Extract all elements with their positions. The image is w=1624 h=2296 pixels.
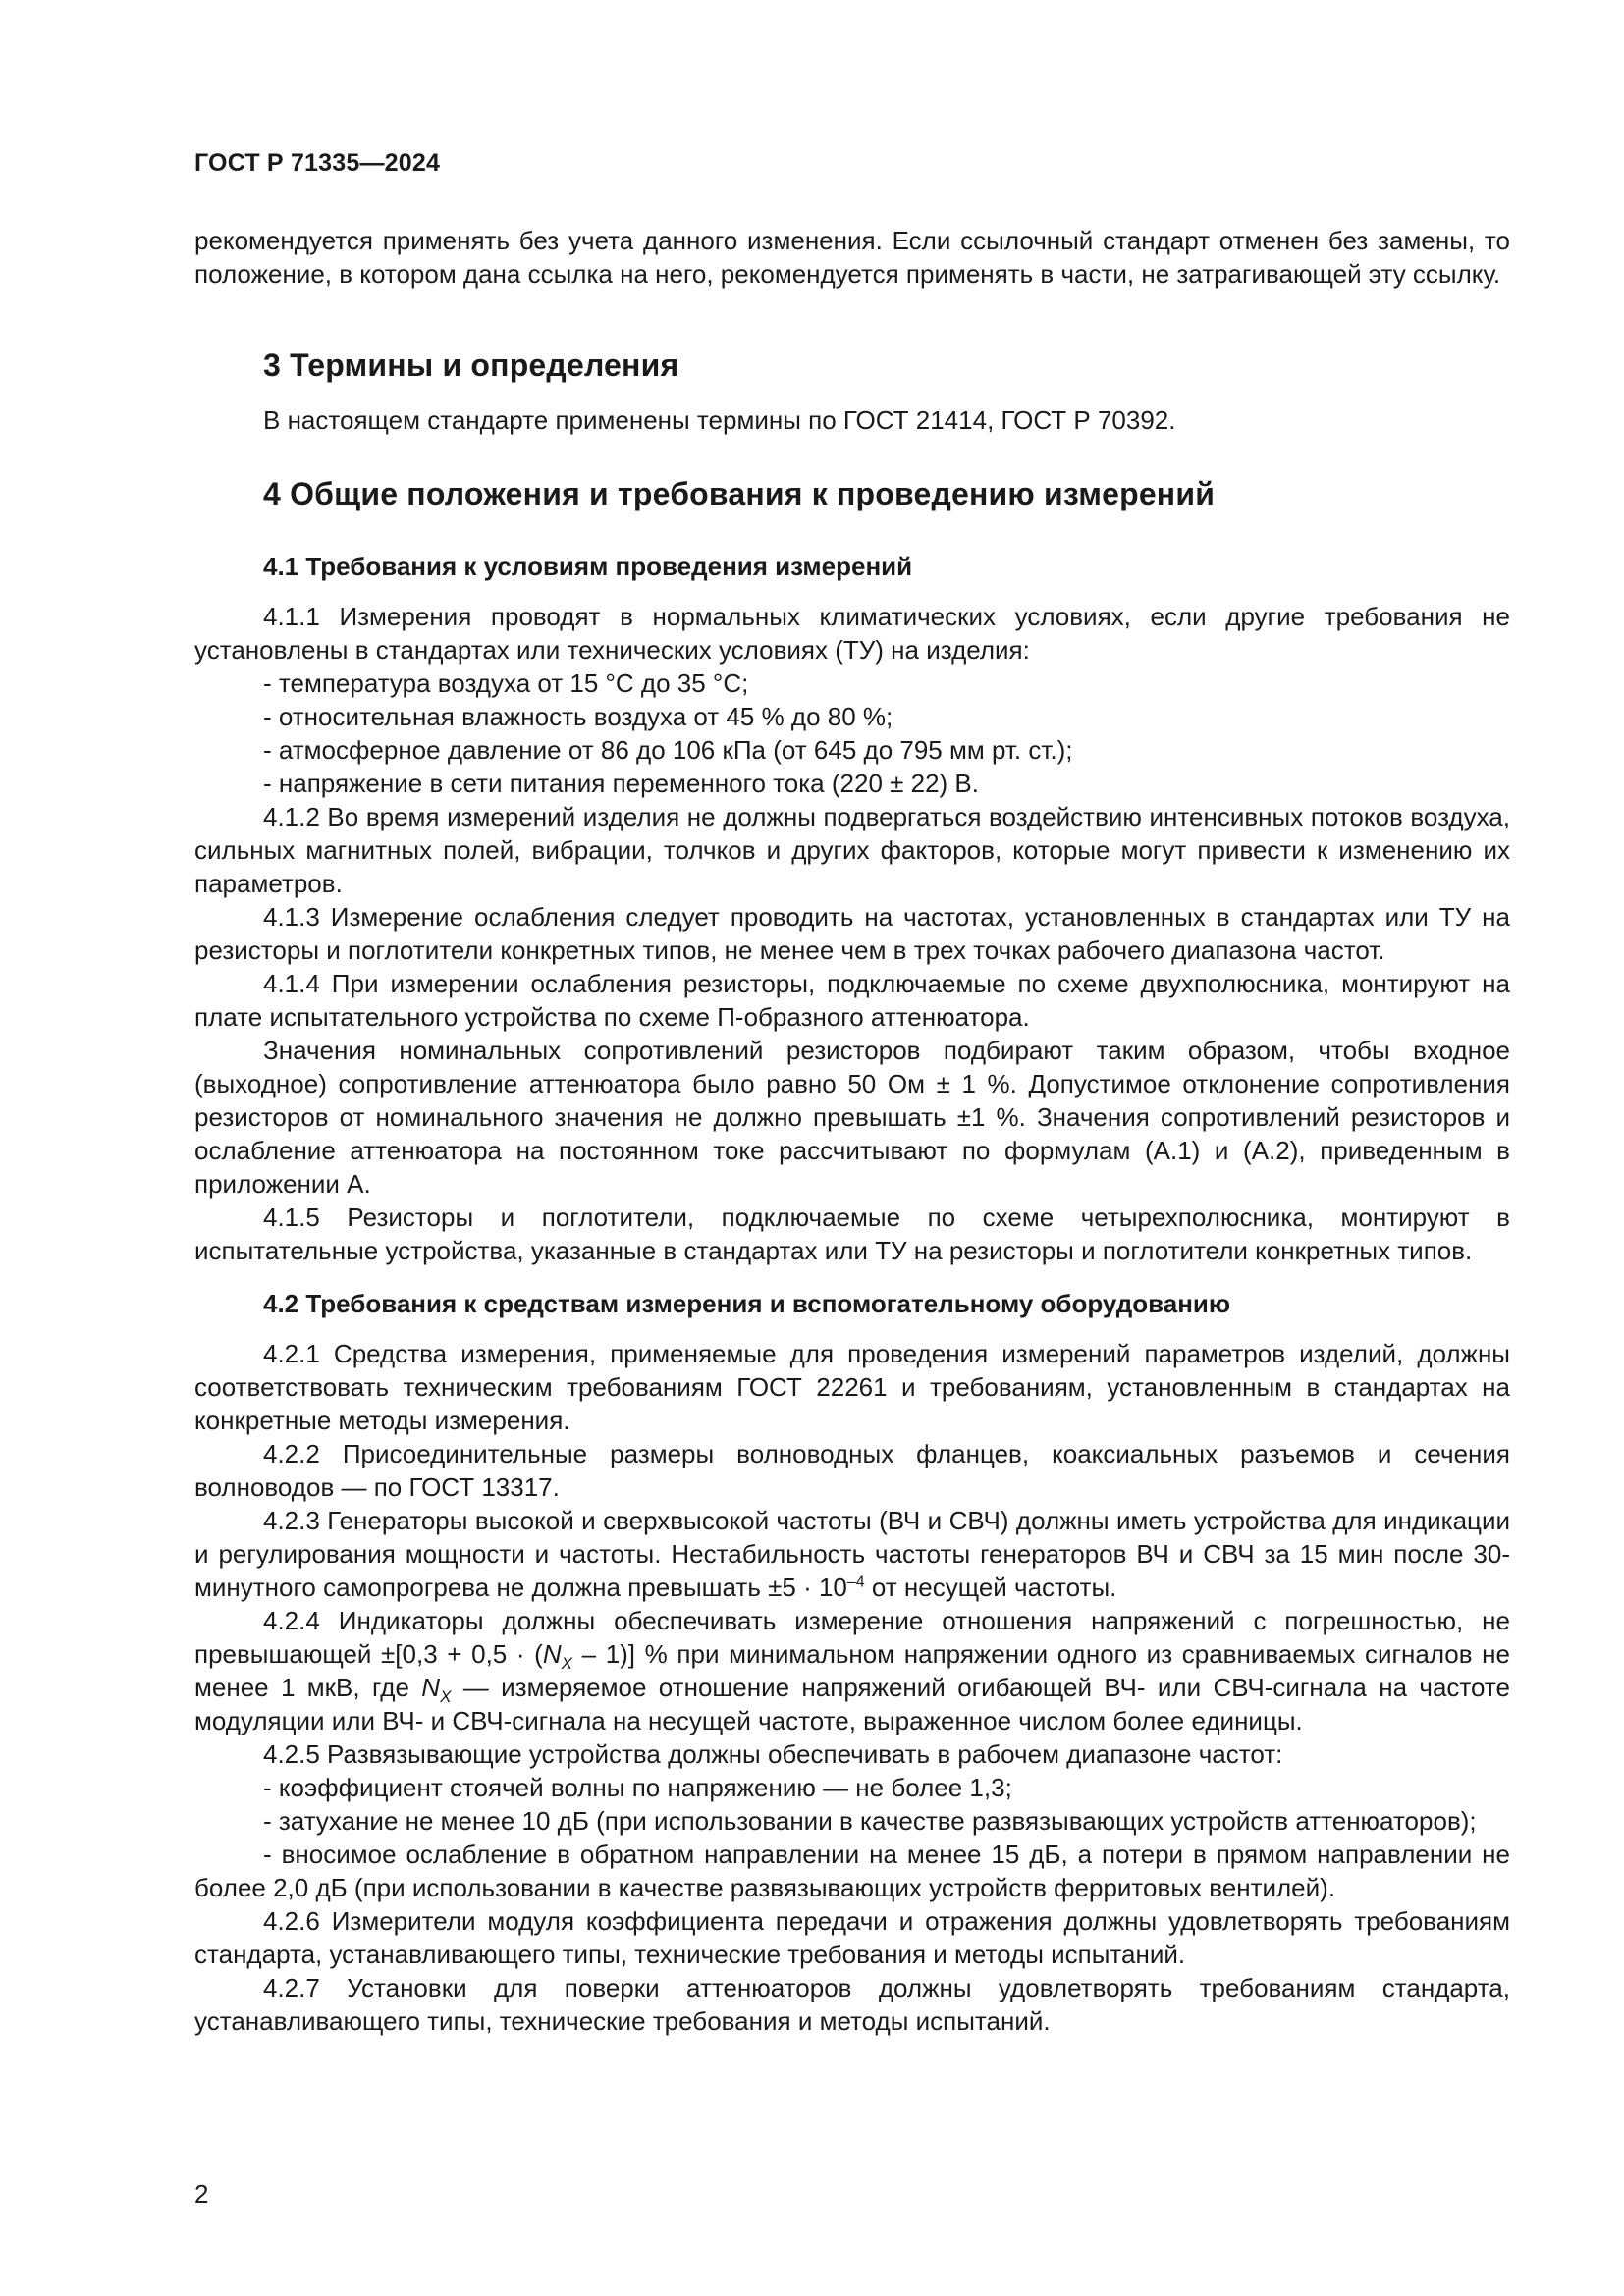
subscript-x: X [561, 1654, 572, 1674]
paragraph-4-2-1: 4.2.1 Средства измерения, применяемые для проведения измерений параметров изделий, должны соответствовать техническим требованиям ГОСТ 22261 и требованиям, установленным в стандартах на конкретные методы измерения. [194, 1339, 1510, 1435]
paragraph-4-2-6: 4.2.6 Измерители модуля коэффициента передачи и отражения должны удовлетворять требованиям стандарта, устанавливающего типы, технические требования и методы испытаний. [194, 1906, 1510, 1969]
paragraph-4-1-2: 4.1.2 Во время измерений изделия не должны подвергаться воздействию интенсивных потоков воздуха, сильных магнитных полей, вибрации, толчков и других факторов, которые могут привести к изменению их параметров. [194, 802, 1510, 898]
paragraph-4-1-5: 4.1.5 Резисторы и поглотители, подключаемые по схеме четырехполюсника, монтируют в испытательные устройства, указанные в стандартах или ТУ на резисторы и поглотители конкретных типов. [194, 1202, 1510, 1265]
intro-paragraph: рекомендуется применять без учета данного изменения. Если ссылочный стандарт отменен без замены, то положение, в котором дана ссылка на него, рекомендуется применять в части, не затрагивающей эту ссылку. [194, 226, 1510, 289]
section-4-title: 4 Общие положения и требования к проведению измерений [263, 476, 1216, 511]
list-item: - вносимое ослабление в обратном направлении на менее 15 дБ, а потери в прямом направлении не более 2,0 дБ (при использовании в качестве развязывающих устройств ферритовых вентилей). [194, 1840, 1510, 1902]
list-item: - затухание не менее 10 дБ (при использовании в качестве развязывающих устройств аттенюаторов); [263, 1806, 1477, 1836]
list-item: - температура воздуха от 15 °С до 35 °С; [263, 668, 749, 698]
paragraph-4-2-4-text-b: – 1)] % при минимальном напряжении одного из сравниваемых сигналов не менее 1 мкВ, где [194, 1639, 1510, 1702]
section-3-title: 3 Термины и определения [263, 347, 679, 383]
section-3 [194, 347, 1510, 437]
paragraph-4-2-3-end: от несущей частоты. [864, 1573, 1117, 1602]
page-body [194, 224, 1510, 2038]
document-header: ГОСТ Р 71335—2024 [194, 149, 441, 177]
page-number: 2 [194, 2179, 209, 2209]
list-item: - коэффициент стоячей волны по напряжению — не более 1,3; [263, 1773, 1012, 1802]
subscript-x: X [440, 1687, 452, 1707]
paragraph-4-2-3 [194, 1504, 1510, 1604]
paragraph-4-1-1: 4.1.1 Измерения проводят в нормальных климатических условиях, если другие требования не установлены в стандартах или технических условиях (ТУ) на изделия: [194, 602, 1510, 665]
paragraph-4-2-2: 4.2.2 Присоединительные размеры волноводных фланцев, коаксиальных разъемов и сечения волноводов — по ГОСТ 13317. [194, 1439, 1510, 1502]
paragraph-4-1-4-continued: Значения номинальных сопротивлений резисторов подбирают таким образом, чтобы входное (выходное) сопротивление аттенюатора было равно 50 Ом ± 1 %. Допустимое отклонение сопротивления резисторов от номинального значения не должно превышать ±1 %. Значения сопротивлений резисторов и ослабление аттенюатора на постоянном токе рассчитывают по формулам (А.1) и (А.2), приведенным в приложении А. [194, 1036, 1510, 1199]
paragraph-4-2-7: 4.2.7 Установки для поверки аттенюаторов должны удовлетворять требованиям стандарта, устанавливающего типы, технические требования и методы испытаний. [194, 1973, 1510, 2036]
paragraph-4-2-4-text-a: 4.2.4 Индикаторы должны обеспечивать измерение отношения напряжений с погрешностью, не превышающей ±[0,3 + 0,5 · ( [194, 1606, 1510, 1669]
paragraph-4-1-3: 4.1.3 Измерение ослабления следует проводить на частотах, установленных в стандартах или ТУ на резисторы и поглотители конкретных типов, не менее чем в трех точках рабочего диапазона частот. [194, 902, 1510, 965]
section-4 [194, 476, 1510, 2038]
paragraph-4-2-4 [194, 1604, 1510, 1737]
subsection-4-1-title: 4.1 Требования к условиям проведения измерений [263, 552, 913, 581]
list-item: - напряжение в сети питания переменного тока (220 ± 22) В. [263, 769, 979, 798]
list-item: - атмосферное давление от 86 до 106 кПа (от 645 до 795 мм рт. ст.); [263, 735, 1073, 765]
symbol-n: N [421, 1673, 441, 1702]
exponent: –4 [846, 1574, 865, 1591]
paragraph-4-2-5: 4.2.5 Развязывающие устройства должны обеспечивать в рабочем диапазоне частот: [263, 1739, 1283, 1769]
section-3-text: В настоящем стандарте применены термины по ГОСТ 21414, ГОСТ Р 70392. [263, 405, 1176, 435]
paragraph-4-1-4: 4.1.4 При измерении ослабления резисторы, подключаемые по схеме двухполюсника, монтируют на плате испытательного устройства по схеме П-образного аттенюатора. [194, 969, 1510, 1032]
paragraph-4-2-4-text-c: — измеряемое отношение напряжений огибающей ВЧ- или СВЧ-сигнала на частоте модуляции или ВЧ- и СВЧ-сигнала на несущей частоте, выраженное числом более единицы. [194, 1673, 1510, 1735]
symbol-n: N [542, 1639, 562, 1669]
subsection-4-2-title: 4.2 Требования к средствам измерения и вспомогательному оборудованию [263, 1289, 1231, 1318]
list-item: - относительная влажность воздуха от 45 % до 80 %; [263, 702, 893, 731]
paragraph-4-2-3-text: 4.2.3 Генераторы высокой и сверхвысокой частоты (ВЧ и СВЧ) должны иметь устройства для индикации и регулирования мощности и частоты. Нестабильность частоты генераторов ВЧ и СВЧ за 15 мин после 30-минутного самопрогрева не должна превышать ±5 · 10 [194, 1506, 1510, 1602]
